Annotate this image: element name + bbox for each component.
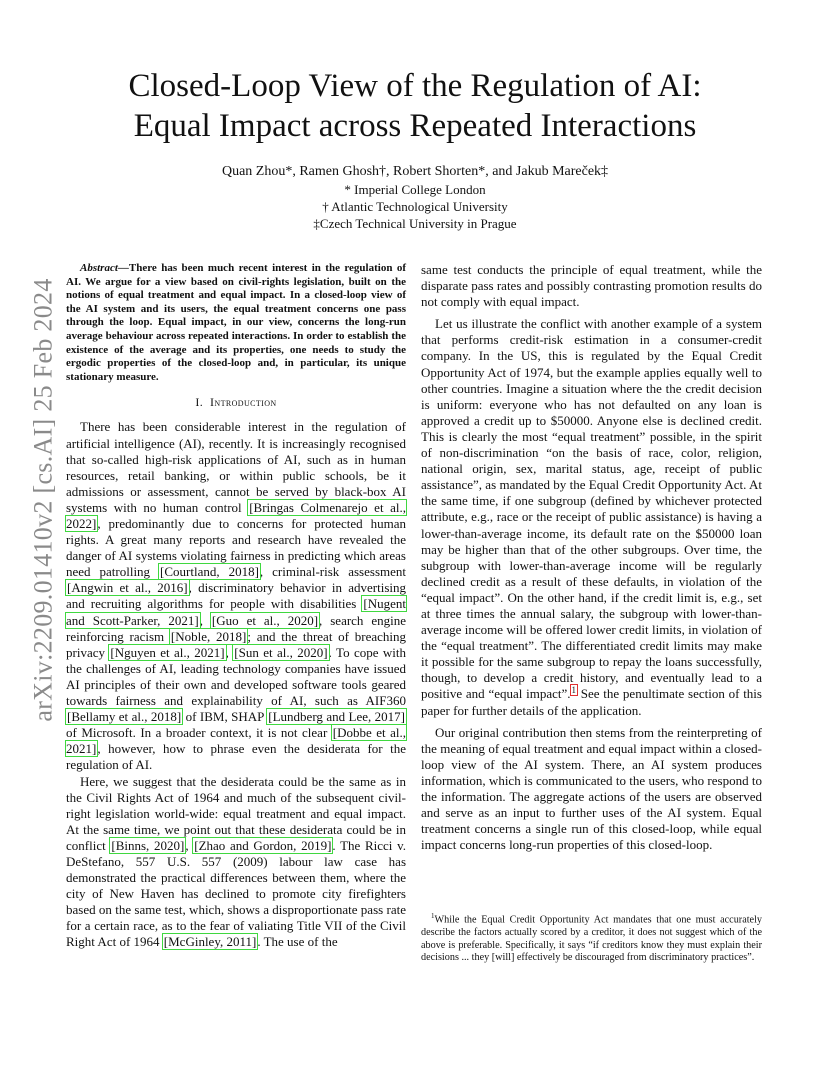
arxiv-identifier bbox=[14, 278, 74, 722]
paper-title bbox=[80, 66, 750, 146]
text-run: , bbox=[225, 644, 234, 660]
affiliation-2: † Atlantic Technological University bbox=[322, 199, 508, 214]
authors: Quan Zhou*, Ramen Ghosh†, Robert Shorten*, and Jakub Mareček‡ bbox=[221, 164, 609, 179]
text-run: . To cope with the challenges of AI, leading technology companies have issued AI principles of their own and developed software tools geared towards fairness and explainability of AI, such as AIF360 bbox=[66, 644, 407, 709]
citation-link[interactable]: [Bringas Colmenarejo et al., 2022] bbox=[66, 499, 406, 531]
citation-link[interactable]: [Angwin et al., 2016] bbox=[67, 580, 188, 596]
abstract-lead: Abstract— bbox=[80, 262, 129, 274]
text-run: , criminal-risk assessment bbox=[259, 564, 407, 580]
paragraph-credit-example bbox=[421, 316, 762, 718]
citation-link[interactable]: [Noble, 2018] bbox=[170, 628, 247, 644]
affiliation-1: * Imperial College London bbox=[344, 182, 486, 197]
text-run: Let us illustrate the conflict with another example of a system that performs credit-risk estimation in a consumer-credit company. In the US, this is regulated by the Equal Credit Opportunity Act of 1974, but the example applies equally well to other countries. Imagine a situation where the the credit decision is uniform: everyone who has not defaulted on any loan is approved a credit up to $50000. Anyone else is declined credit. This is clearly the most “equal treatment” possible, in the spirit of non-discrimination “on the basis of race, color, religion, national origin, sex, marital status, age, receipt of public assistance”, as mandated by the Equal Credit Opportunity Act. At the same time, if one subgroup (defined by whichever protected attribute, e.g., race or the receipt of public assistance) is having a lower-than-average income, its default rate on the $50000 loan may be higher than that of the other subgroups. Over time, the subgroup with lower-than-average income will be regularly declined credit as a result of these defaults, in violation of the “equal impact”. On the other hand, if the credit limit is, e.g., set at three times the annual salary, the subgroup with lower-than-average income will be offered lower credit limits, in violation of the “equal treatment”. The differentiated credit limits may make it possible for the same subgroup to repay the loans successfully, though, to develop a credit history, and eventually lead to a positive and “equal impact”. bbox=[421, 316, 762, 702]
left-column bbox=[66, 262, 406, 951]
citation-link[interactable]: [Binns, 2020] bbox=[111, 837, 185, 853]
text-run: of IBM, SHAP bbox=[182, 709, 268, 725]
text-run: There has been considerable interest in the regulation of artificial intelligence (AI), recently. It is increasingly recognised that so-called high-risk applications of AI, such as in human resources, retail banking, or within public schools, be it admissions or assessment, cannot be served by black-box AI systems with no human control bbox=[66, 419, 406, 515]
title-line-2: Equal Impact across Repeated Interactions bbox=[133, 108, 697, 144]
footnote-text: While the Equal Credit Opportunity Act mandates that one must accurately describe the factors actually scored by a creditor, it does not suggest which of the above is preferable. Specifically, it says “if creditors know they must explain their decisions ... they [will] effectively be discouraged from discriminatory practices”. bbox=[421, 914, 762, 964]
citation-link[interactable]: [Guo et al., 2020] bbox=[211, 612, 319, 628]
text-run: , search engine reinforcing racism bbox=[66, 612, 407, 644]
section-title: Introduction bbox=[210, 395, 277, 410]
citation-link[interactable]: [Courtland, 2018] bbox=[160, 564, 259, 580]
text-run: , bbox=[185, 837, 194, 853]
section-number: I. bbox=[195, 395, 204, 410]
paragraph-continued: same test conducts the principle of equal treatment, while the disparate pass rates and possibly contrasting promotion results do not comply with equal impact. bbox=[421, 262, 762, 310]
citation-link[interactable]: [Nguyen et al., 2021] bbox=[110, 644, 225, 660]
text-run: , however, how to phrase even the desiderata for the regulation of AI. bbox=[66, 741, 406, 773]
paragraph-intro-1 bbox=[66, 419, 406, 773]
text-run: . The use of the bbox=[257, 934, 338, 950]
right-column bbox=[421, 262, 762, 853]
citation-link[interactable]: [Nugent and Scott-Parker, 2021] bbox=[66, 596, 406, 628]
footnote-number: 1 bbox=[431, 912, 435, 920]
abstract bbox=[66, 262, 406, 384]
section-heading bbox=[66, 394, 406, 410]
footnote bbox=[421, 910, 762, 965]
affiliation-3: ‡Czech Technical University in Prague bbox=[313, 216, 517, 231]
citation-link[interactable]: [Sun et al., 2020] bbox=[234, 644, 328, 660]
text-run: , bbox=[199, 612, 211, 628]
text-run: Here, we suggest that the desiderata could be the same as in the Civil Rights Act of 1964 and much of the subsequent civil-right legislation world-wide: equal treatment and equal impact. At the same time, we point out that these desiderata could be in conflict bbox=[66, 773, 406, 853]
footnote-link[interactable]: 1 bbox=[571, 685, 577, 696]
citation-link[interactable]: [Bellamy et al., 2018] bbox=[67, 709, 182, 725]
paragraph-intro-2 bbox=[66, 774, 406, 951]
title-line-1: Closed-Loop View of the Regulation of AI: bbox=[128, 68, 702, 104]
citation-link[interactable]: [Zhao and Gordon, 2019] bbox=[194, 837, 332, 853]
citation-link[interactable]: [Lundberg and Lee, 2017] bbox=[268, 709, 405, 725]
text-run: ; and the threat of breaching privacy bbox=[66, 628, 407, 660]
citation-link[interactable]: [Dobbe et al., 2021] bbox=[66, 725, 406, 757]
text-run: . The Ricci v. DeStefano, 557 U.S. 557 (2009) labour law case has demonstrated the practical differences between them, where the city of New Haven has declined to promote city firefighters based on the same test, which, shows a disproportionate pass rate for a certain race, as to the fear of valiating Title VII of the Civil Right Act of 1964 bbox=[66, 837, 407, 950]
paragraph-contribution: Our original contribution then stems from the reinterpreting of the meaning of equal treatment and equal impact within a closed-loop view of the AI system. There, an AI system produces information, which is communicated to the users, who respond to the information. The aggregate actions of the users are observed and serve as an input to further uses of the AI system. Equal treatment concerns a single run of this closed-loop, while equal impact concerns long-run properties of this closed-loop. bbox=[421, 724, 762, 853]
arxiv-identifier-text: arXiv:2209.01410v2 [cs.AI] 25 Feb 2024 bbox=[29, 278, 59, 722]
affiliations bbox=[80, 181, 750, 232]
text-run: of Microsoft. In a broader context, it is not clear bbox=[66, 725, 332, 741]
text-run: , discriminatory behavior in advertising and recruiting algorithms for people with disabilities bbox=[66, 580, 406, 612]
abstract-text: There has been much recent interest in the regulation of AI. We argue for a view based on civil-rights legislation, built on the notions of equal treatment and equal impact. In a closed-loop view of the AI system and its users, the equal treatment concerns one pass through the loop. Equal impact, in our view, concerns the long-run average behaviour across repeated interactions. In order to establish the existence of the average and its properties, one needs to study the ergodic properties of the closed-loop and, in particular, its unique stationary measure. bbox=[66, 262, 406, 383]
citation-link[interactable]: [McGinley, 2011] bbox=[163, 934, 257, 950]
text-run: See the penultimate section of this paper for further details of the application. bbox=[421, 686, 762, 718]
text-run: , predominantly due to concerns for protected human rights. A great many reports and research have revealed the danger of AI systems violating fairness in predicting which areas need patrolling bbox=[66, 516, 406, 580]
